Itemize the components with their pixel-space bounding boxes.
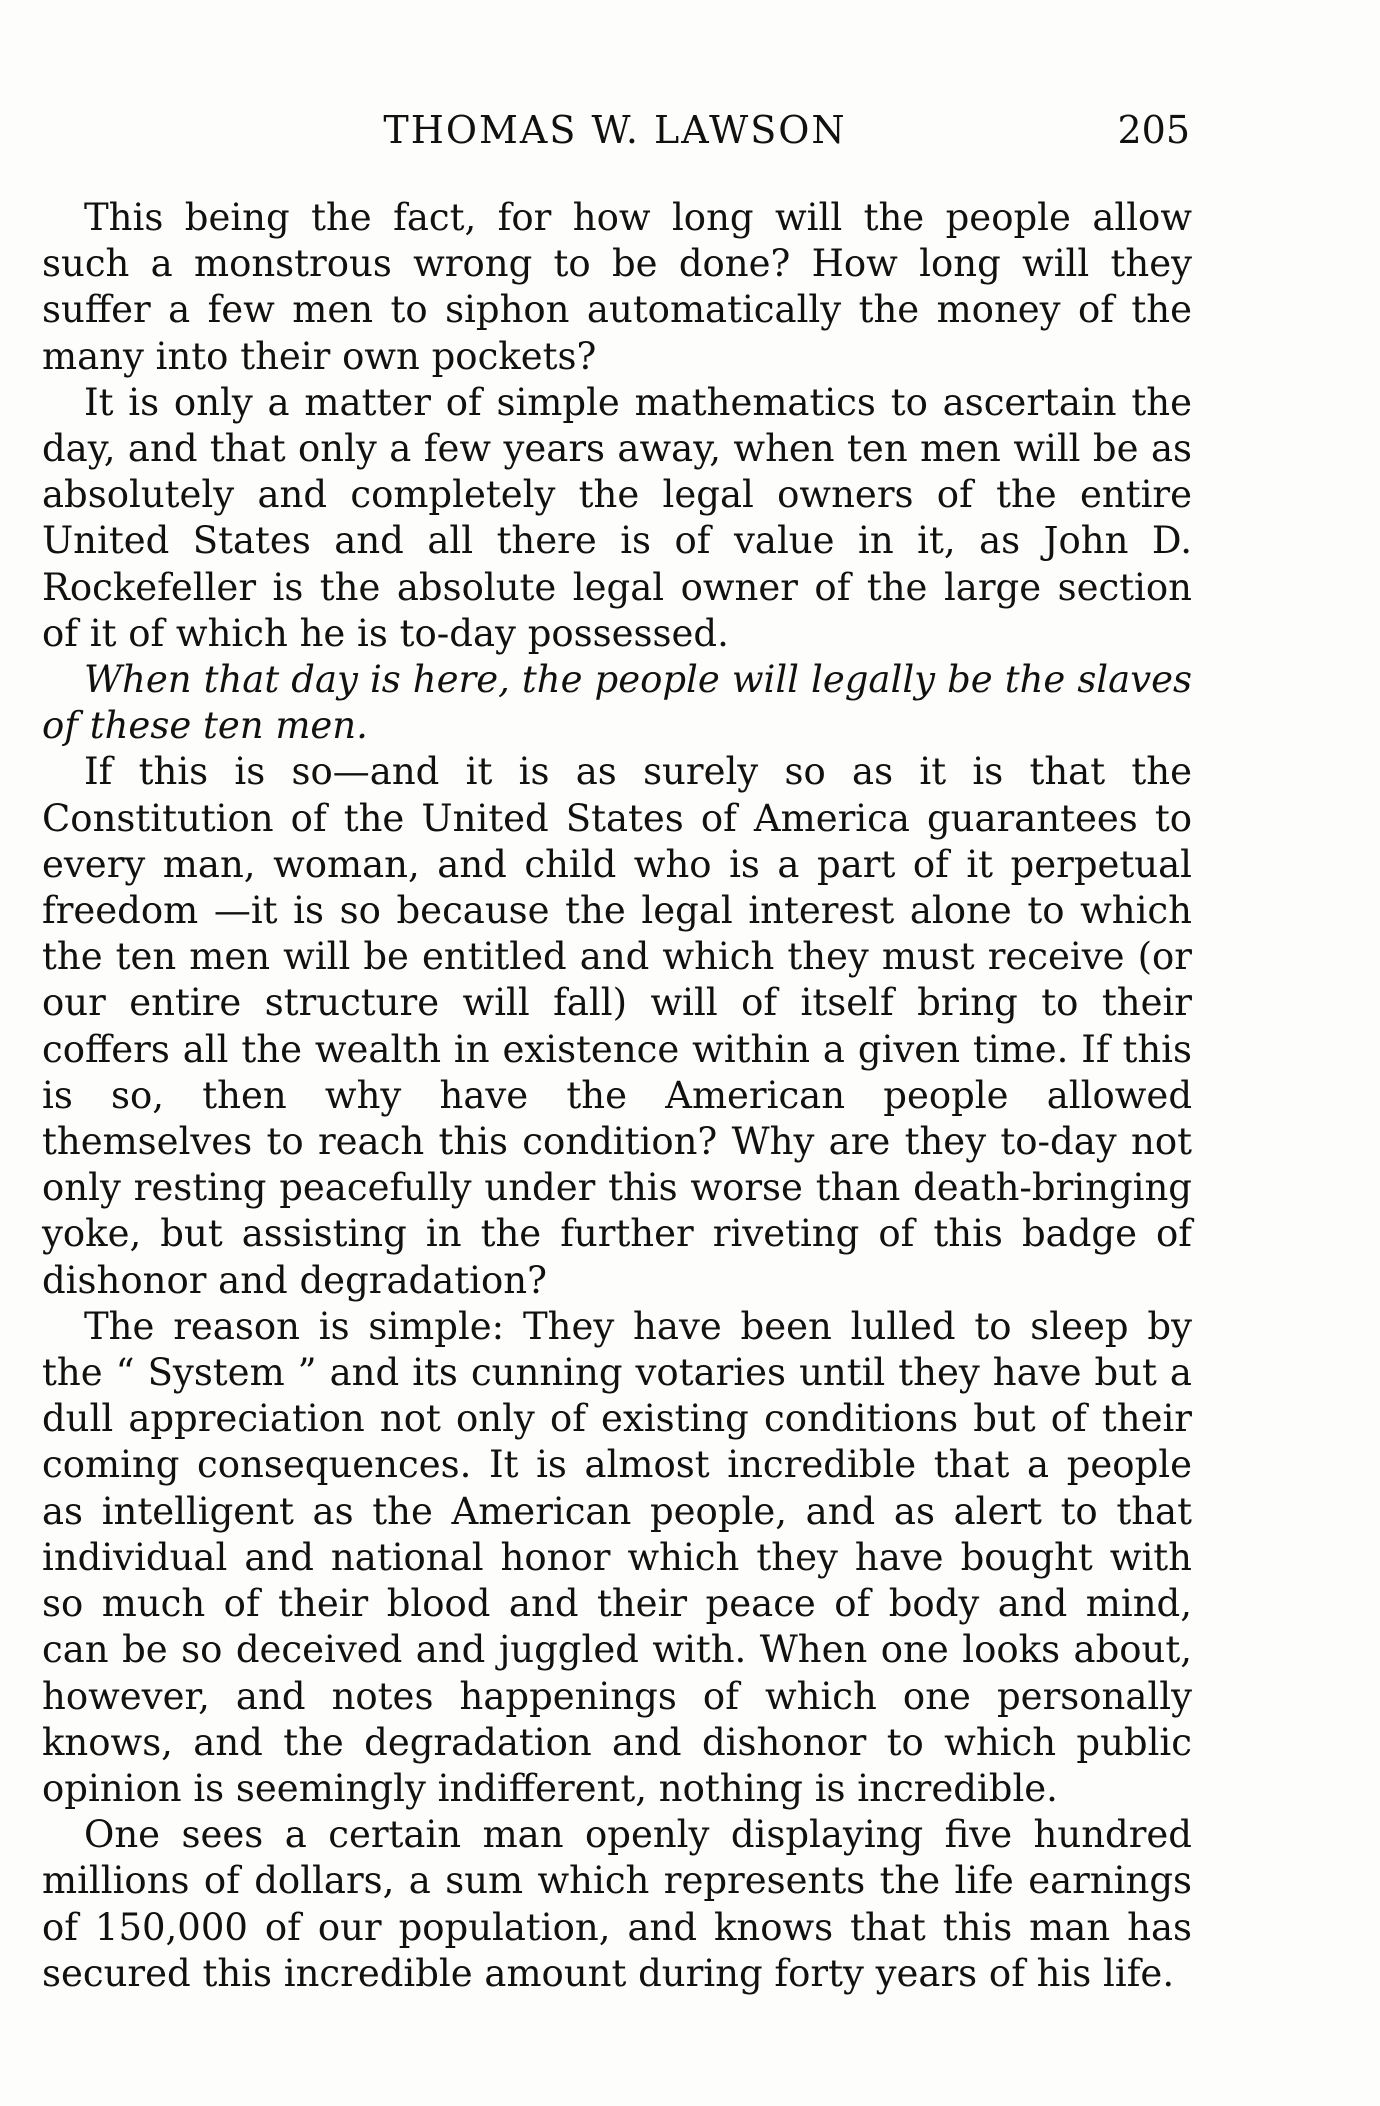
body-text — [42, 195, 1192, 1997]
paragraph: If this is so—and it is as surely so as it is that the Constitution of the United States of America guarantees to every man, woman, and child who is a part of it perpetual freedom —it is so because the legal interest alone to which the ten men will be entitled and which they must receive (or our entire structure will fall) will of itself bring to their coffers all the wealth in existence within a given time. If this is so, then why have the American people allowed themselves to reach this condition? Why are they to-day not only resting peacefully under this worse than death-bringing yoke, but assisting in the further riveting of this badge of dishonor and degradation? — [42, 750, 1192, 1302]
paragraph: One sees a certain man openly displaying five hundred millions of dollars, a sum which represents the life earnings of 150,000 of our population, and knows that this man has secured this incredible amount during forty years of his life. — [42, 1813, 1192, 1995]
running-head: THOMAS W. LAWSON — [383, 108, 847, 152]
paragraph: The reason is simple: They have been lulled to sleep by the “ System ” and its cunning votaries until they have but a dull appreciation not only of existing conditions but of their coming consequences. It is almost incredible that a people as intelligent as the American people, and as alert to that individual and national honor which they have bought with so much of their blood and their peace of body and mind, can be so deceived and juggled with. When one looks about, however, and notes happenings of which one personally knows, and the degradation and dishonor to which public opinion is seemingly indifferent, nothing is incredible. — [42, 1304, 1192, 1810]
page-header — [40, 100, 1190, 160]
page-number: 205 — [1117, 108, 1190, 152]
paragraph: This being the fact, for how long will the people allow such a monstrous wrong to be done? How long will they suffer a few men to siphon automatically the money of the many into their own pockets? — [42, 196, 1192, 378]
italic-paragraph: When that day is here, the people will legally be the slaves of these ten men. — [42, 658, 1192, 748]
paragraph: It is only a matter of simple mathematics to ascertain the day, and that only a few years away, when ten men will be as absolutely and completely the legal owners of the entire United States and all there is of value in it, as John D. Rockefeller is the absolute legal owner of the large section of it of which he is to-day possessed. — [42, 380, 1192, 655]
